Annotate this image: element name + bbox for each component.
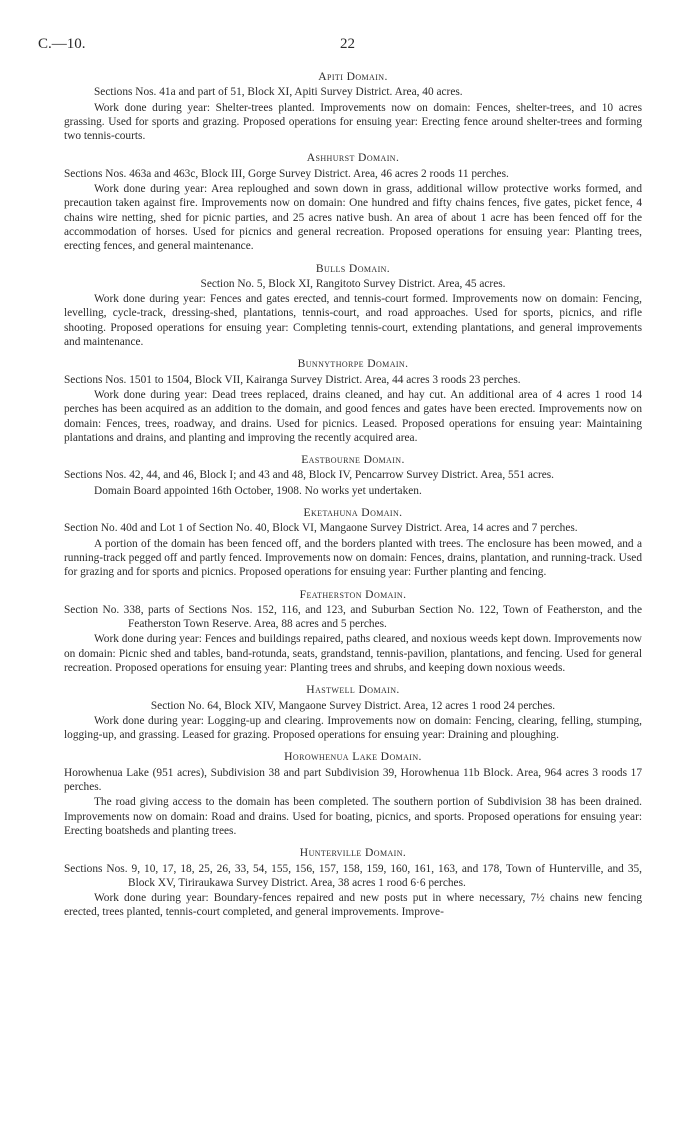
series-code: C.—10. [38, 36, 86, 52]
section-apiti-domain [64, 70, 642, 143]
section-title: Bulls Domain. [315, 261, 391, 275]
section-title: Hastwell Domain. [306, 683, 400, 697]
section-location: Sections Nos. 42, 44, and 46, Block I; and 43 and 48, Block IV, Pencarrow Survey District. Area, 551 acres. [64, 469, 555, 482]
section-title: Apiti Domain. [318, 70, 388, 83]
section-title: Eketahuna Domain. [303, 506, 403, 520]
section-horowhenua-lake-domain [64, 750, 642, 838]
section-body: Work done during year: Dead trees replaced, drains cleaned, and hay cut. An additional area of 4 acres 1 rood 14 perches has been acquired as an addition to the domain, and good fences and gates have been erected. Improvements now on domain: Fences, trees, roadway, and drains. Used for picnics. Leased. Proposed operations for ensuing year: Maintaining plantations and drains, and planting and improving the recently acquired area. [64, 388, 642, 444]
section-body: A portion of the domain has been fenced off, and the borders planted with trees. The enclosure has been mowed, and a running-track pegged off and partly fenced. Improvements now on domain: Fences, drains, plantation, and running-track. Used for grazing and for sports and picnics. Proposed operations for ensuing year: Further planting and fencing. [64, 537, 642, 579]
section-location: Sections Nos. 463a and 463c, Block III, Gorge Survey District. Area, 46 acres 2 roods 11 perches. [64, 167, 509, 180]
section-hunterville-domain [64, 846, 642, 919]
section-title: Bunnythorpe Domain. [297, 357, 409, 371]
section-body: Domain Board appointed 16th October, 1908. No works yet undertaken. [94, 484, 422, 497]
section-bunnythorpe-domain [64, 357, 642, 445]
section-body: Work done during year: Boundary-fences repaired and new posts put in where necessary, 7½ chains new fencing erected, trees planted, tennis-court completed, and general improvements. Improve- [64, 892, 642, 919]
section-featherston-domain [64, 588, 642, 676]
section-body: The road giving access to the domain has been completed. The southern portion of Subdivision 38 has been drained. Improvements now on domain: Road and drains. Used for boating, picnics, and sports. Proposed operations for ensuing year: Erecting boatsheds and planting trees. [64, 796, 642, 837]
section-location: Section No. 5, Block XI, Rangitoto Survey District. Area, 45 acres. [200, 277, 506, 290]
section-location: Sections Nos. 1501 to 1504, Block VII, Kairanga Survey District. Area, 44 acres 3 roods 23 perches. [64, 373, 521, 386]
section-location: Section No. 338, parts of Sections Nos. 152, 116, and 123, and Suburban Section No. 122, Town of Featherston, and the Featherston Town Reserve. Area, 88 acres and 5 perches. [64, 603, 642, 631]
section-body: Work done during year: Fences and gates erected, and tennis-court formed. Improvements now on domain: Fencing, levelling, cycle-track, dressing-shed, plantations, tennis-court, and road approaches. Used for sports, picnics, and rifle shooting. Proposed operations for ensuing year: Completing tennis-court, extending plantations, and general improvements and maintenance. [64, 293, 642, 349]
section-title: Ashhurst Domain. [306, 151, 400, 165]
page-content [64, 70, 642, 928]
section-body: Work done during year: Shelter-trees planted. Improvements now on domain: Fences, shelter-trees, and 10 acres grassing. Used for sports and grazing. Proposed operations for ensuing year: Erecting fence around shelter-trees and forming two tennis-courts. [64, 101, 642, 143]
section-hastwell-domain [64, 683, 642, 742]
section-bulls-domain [64, 262, 642, 350]
section-body: Work done during year: Fences and buildings repaired, paths cleared, and noxious weeds kept down. Improvements now on domain: Picnic shed and tables, band-rotunda, seats, grandstand, tennis-pavilion, plantations, and fencing. Used for general recreation. Proposed operations for ensuing year: Planting trees and shrubs, and keeping down noxious weeds. [64, 633, 642, 674]
section-eastbourne-domain [64, 453, 642, 498]
page-number: 22 [340, 36, 355, 52]
section-location: Section No. 40d and Lot 1 of Section No. 40, Block VI, Mangaone Survey District. Area, 14 acres and 7 perches. [64, 522, 578, 535]
section-location: Section No. 64, Block XIV, Mangaone Survey District. Area, 12 acres 1 rood 24 perches. [150, 699, 556, 712]
section-body: Work done during year: Area reploughed and sown down in grass, additional willow protective works formed, and precaution taken against fire. Improvements now on domain: One hundred and fifty chains fences, five gates, picket fence, 4 chains wire netting, shed for picnic parties, and 25 acres native bush. An area of about 1 acre has been fenced off for the accommodation of horses. Used for picnics and general recreation. Proposed operations for ensuing year: Planting trees, erecting fences, and general maintenance. [64, 183, 642, 253]
section-body: Work done during year: Logging-up and clearing. Improvements now on domain: Fencing, clearing, felling, stumping, logging-up, and grassing. Leased for grazing. Proposed operations for ensuing year: Draining and ploughing. [64, 714, 642, 742]
section-title: Hunterville Domain. [299, 846, 407, 860]
section-location: Sections Nos. 41a and part of 51, Block XI, Apiti Survey District. Area, 40 acres. [94, 86, 463, 99]
section-ashhurst-domain [64, 151, 642, 253]
section-location: Horowhenua Lake (951 acres), Subdivision 38 and part Subdivision 39, Horowhenua 11b Block. Area, 964 acres 3 roods 17 perches. [64, 766, 642, 794]
section-location: Sections Nos. 9, 10, 17, 18, 25, 26, 33, 54, 155, 156, 157, 158, 159, 160, 161, 163, and 178, Town of Hunterville, and 35, Block XV, Tiriraukawa Survey District. Area, 38 acres 1 rood 6·6 perches. [64, 862, 642, 889]
section-title: Eastbourne Domain. [301, 453, 405, 467]
section-title: Horowhenua Lake Domain. [284, 750, 422, 764]
section-eketahuna-domain [64, 506, 642, 579]
section-title: Featherston Domain. [299, 587, 407, 601]
